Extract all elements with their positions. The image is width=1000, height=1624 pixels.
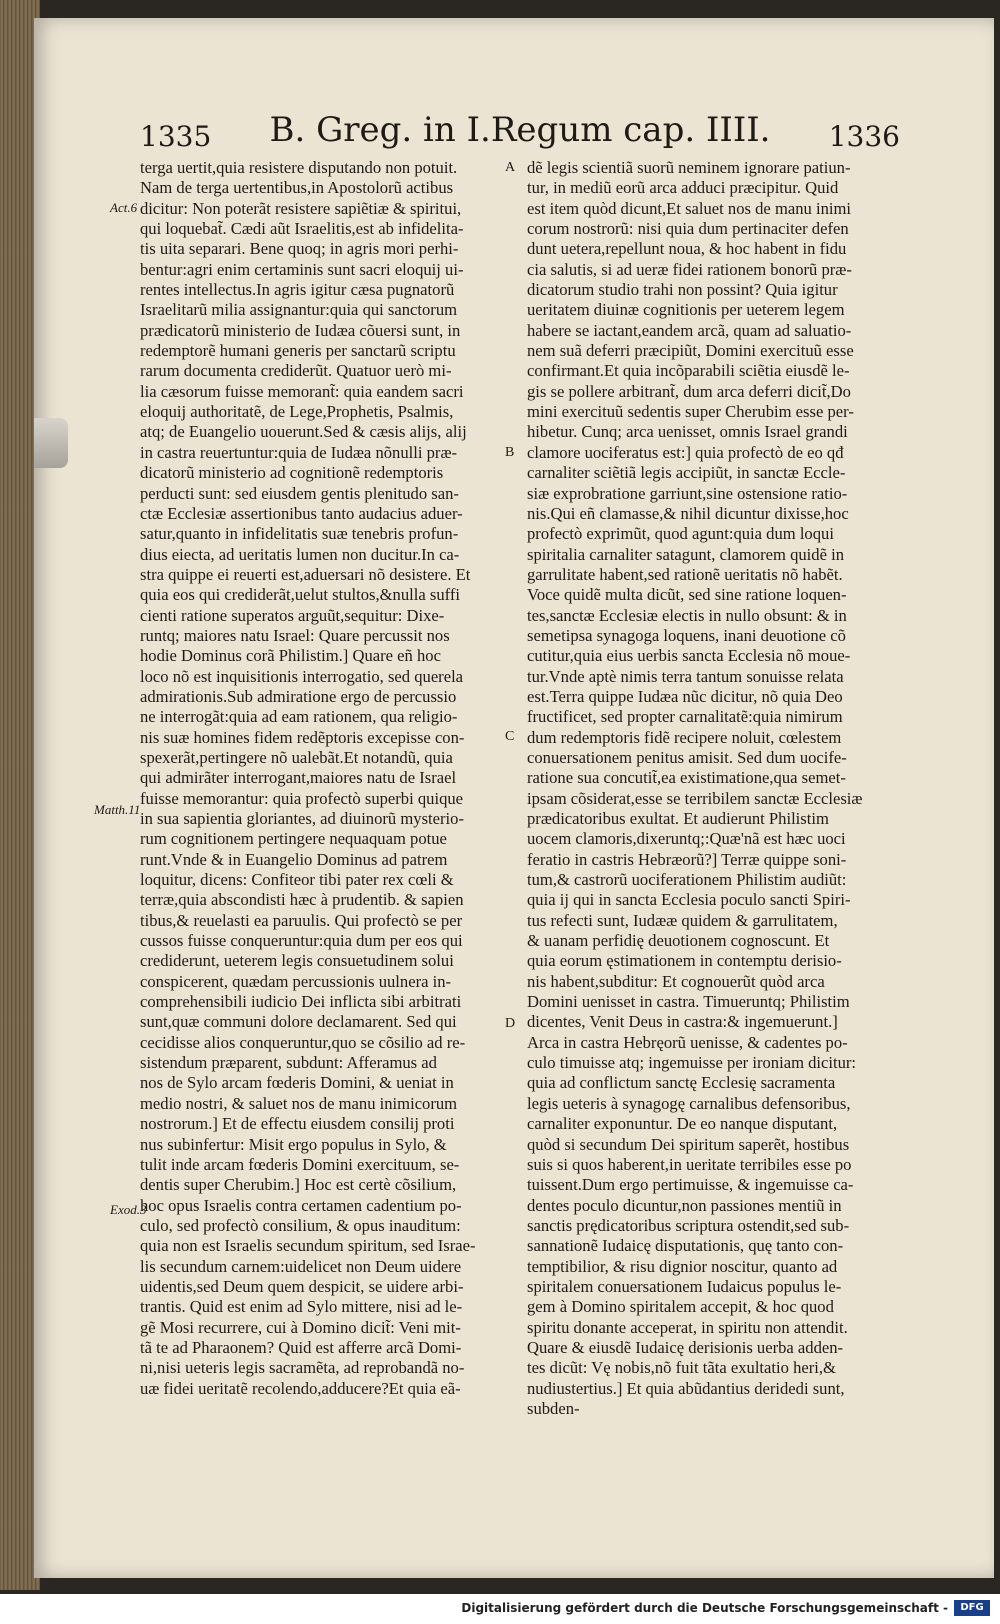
text-line: quia eorum ęstimationem in contemptu derisio-: [527, 951, 842, 971]
text-line: quia non est Israelis secundum spiritum, sed Israe-: [140, 1236, 476, 1256]
text-line: cecidisse alios conqueruntur,quo se cõsilio ad re-: [140, 1032, 466, 1052]
text-line: dicitur: Non poterãt resistere sapiẽtiæ & spiritui,: [140, 198, 462, 218]
text-line: carnaliter exponuntur. De eo nanque disputant,: [527, 1114, 838, 1134]
text-line: subden-: [527, 1398, 580, 1418]
text-line: gis se pollere arbitrant̃, dum arca deferri dicit̃,Do: [527, 381, 851, 401]
text-line: nudiustertius.] Et quia abũdantius deridedi sunt,: [527, 1378, 845, 1398]
text-line: fuisse memorantur: quia profectò superbi quique: [140, 788, 464, 808]
text-line: Voce quidẽ multa dicũt, sed sine ratione loquen-: [527, 585, 847, 605]
page-number-right: 1336: [828, 120, 900, 153]
section-mark-d: D: [505, 1016, 516, 1031]
text-line: uidentis,sed Deum quem despicit, se uidere arbi-: [140, 1276, 464, 1296]
text-line: spiritu donante acceperat, in spiritu non attendit.: [527, 1317, 848, 1337]
section-mark-a: A: [505, 160, 516, 175]
text-line: Arca in castra Hebręorũ uenisse, & cadentes po-: [527, 1032, 848, 1052]
text-line: nostrorum.] Et de effectu eiusdem consilij proti: [140, 1114, 455, 1134]
text-line: terga uertit,quia resistere disputando non potuit.: [140, 158, 458, 177]
text-line: eloquij authoritatẽ, de Lege,Prophetis, Psalmis,: [140, 402, 454, 422]
text-line: cutitur,quia eius uerbis sancta Ecclesia nõ moue-: [527, 646, 851, 666]
text-line: garrulitate habent,sed rationẽ ueritatis nõ habẽt.: [527, 564, 843, 584]
text-line: nus subinfertur: Misit ergo populus in Sylo, &: [140, 1134, 447, 1154]
text-line: redemptorẽ humani generis per sanctarũ scriptu: [140, 341, 456, 361]
text-line: perducti sunt: sed eiusdem gentis plenitudo san-: [140, 483, 459, 503]
text-line: dicentes, Venit Deus in castra:& ingemuerunt.]: [527, 1012, 838, 1032]
text-line: ni,nisi ueteris legis sacramẽta, ad reprobandã no-: [140, 1358, 465, 1378]
text-line: mini exercituũ sedentis super Cherubim esse per-: [527, 402, 854, 422]
text-line: in sua sapientia gloriantes, ad diuinorũ mysterio-: [140, 809, 464, 828]
text-line: tes dicũt: Vę nobis,nõ fuit tãta exultatio heri,&: [527, 1358, 836, 1378]
text-line: satur,quanto in infidelitatis suæ tenebris profun-: [140, 524, 459, 544]
text-line: dunt uetera,repellunt noua, & hoc habent in fidu: [527, 239, 847, 259]
text-line: ueritatem diuinæ cognitionis per ueterem legem: [527, 300, 845, 320]
text-line: qui admirãter interrogant,maiores natu de Israel: [140, 768, 457, 788]
text-line: dẽ legis scientiã suorũ neminem ignorare patiun-: [527, 158, 851, 177]
text-line: clamore uociferatus est:] quia profectò de eo qđ: [527, 442, 844, 462]
text-line: habere se iactant,eandem arcã, quam ad saluatio-: [527, 320, 852, 340]
text-line: cienti ratione superatos arguũt,sequitur: Dixe-: [140, 605, 445, 625]
text-line: in castra reuertuntur:quia de Iudæa nõnulli præ-: [140, 442, 458, 462]
text-line: hodie Dominus corã Philistim.] Quare eñ hoc: [140, 646, 441, 666]
text-line: uocem clamoris,dixeruntq;:Quæ'nã est hæc uoci: [527, 829, 846, 849]
text-line: cia salutis, si ad ueræ fidei rationem bonorũ præ-: [527, 259, 852, 279]
text-line: spexerãt,pertingere nõ ualebãt.Et notandũ, quia: [140, 747, 453, 767]
text-line: prædicatorũ ministerio de Iudæa cõuersi sunt, in: [140, 320, 461, 340]
text-line: quia eos qui crediderãt,uelut stultos,&nulla suffi: [140, 585, 460, 605]
text-line: carnaliter sciẽtiã legis accipiũt, in sanctæ Eccle-: [527, 463, 846, 483]
text-line: Nam de terga uertentibus,in Apostolorũ actibus: [140, 178, 454, 198]
text-line: dicatorum studio trahi non possint? Quia igitur: [527, 280, 838, 300]
text-line: runt.Vnde & in Euangelio Dominus ad patrem: [140, 849, 448, 869]
text-line: cussos fuisse conqueruntur:quia dum per eos qui: [140, 931, 463, 951]
text-line: quia ad conflictum sanctę Ecclesię sacramenta: [527, 1073, 836, 1093]
text-line: stra quippe ei reuerti est,aduersari nõ desistere. Et: [140, 564, 471, 584]
text-line: comprehensibili iudicio Dei inflicta sibi arbitrati: [140, 992, 462, 1012]
text-line: nem suã deferri præcipiũt, Domini exercituũ esse: [527, 341, 854, 361]
page-number-left: 1335: [140, 120, 212, 153]
text-line: runtq; maiores natu Israel: Quare percussit nos: [140, 625, 450, 645]
text-line: spiritalem conuersationem Iudaicus populus le-: [527, 1276, 842, 1296]
text-line: Quare & eiusdẽ Iudaicę derisionis uerba adden-: [527, 1337, 844, 1357]
text-line: gem à Domino spiritalem accepit, & hoc quod: [527, 1297, 834, 1317]
text-line: tã te ad Pharaonem? Quid est afferre arcã Domi-: [140, 1337, 462, 1357]
text-line: prædicatoribus exultat. Et audierunt Philistim: [527, 809, 829, 828]
footer-bar: [0, 1594, 1000, 1624]
text-line: rarum documenta crediderũt. Quatuor uerò mi-: [140, 361, 452, 381]
text-line: dum redemptoris fidẽ recipere noluit, cœlestem: [527, 727, 842, 747]
text-line: crediderunt, ueterem legis consuetudinem solui: [140, 951, 454, 971]
text-line: hoc opus Israelis contra certamen cadentium po-: [140, 1195, 462, 1215]
text-line: tuissent.Dum ergo pertimuisse, & ingemuisse ca-: [527, 1175, 854, 1195]
text-line: loquitur, dicens: Confiteor tibi pater rex cœli &: [140, 870, 454, 890]
text-line: sistendum præparent, subdunt: Afferamus ad: [140, 1053, 437, 1073]
text-line: tulit inde arcam fœderis Domini exercituum, se-: [140, 1154, 460, 1174]
text-line: bentur:agri enim certaminis sunt sacri eloquij ui-: [140, 259, 464, 279]
page-clip: [34, 418, 68, 468]
margin-note-exod: Exod.3: [110, 1202, 147, 1217]
text-line: spiritalia carnaliter satagunt, clamorem quidẽ in: [527, 544, 845, 564]
dfg-logo: DFG: [954, 1600, 990, 1616]
text-line: quòd si secundum Dei spiritum saperẽt, hostibus: [527, 1134, 850, 1154]
text-line: suis si quos haberent,in ueritate terribiles esse po: [527, 1154, 852, 1174]
text-line: tis uita separari. Bene quoq; in agris mori perhi-: [140, 239, 459, 259]
margin-note-matth: Matth.11: [94, 802, 141, 817]
text-line: nis suæ homines fidem redẽptoris excepisse con-: [140, 727, 465, 747]
text-line: est.Terra quippe Iudæa nũc dicitur, nõ quia Deo: [527, 686, 843, 706]
text-line: nis habent,subditur: Et cognouerũt quòd arca: [527, 971, 825, 991]
text-line: ne interrogãt:quia ad eam rationem, qua religio-: [140, 707, 458, 727]
text-line: culo, sed profectò consilium, & opus inauditum:: [140, 1215, 461, 1235]
text-line: uæ fidei ueritatẽ recolendo,adducere?Et quia eã-: [140, 1378, 461, 1398]
text-line: rum cognitionem pertingere nequaquam potue: [140, 829, 447, 849]
text-line: tum,& castrorũ uociferationem Philistim audiũt:: [527, 870, 847, 890]
text-line: trantis. Quid est enim ad Sylo mittere, nisi ad le-: [140, 1297, 463, 1317]
text-line: dicatorũ ministerio ad cognitionẽ redemptoris: [140, 463, 444, 483]
text-line: legis ueteris à synagogę carnalibus defensoribus,: [527, 1093, 851, 1113]
text-line: hibetur. Cunq; arca uenisset, omnis Israel grandi: [527, 422, 848, 442]
text-line: rentes intellectus.In agris igitur cæsa pugnatorũ: [140, 280, 455, 300]
text-line: feratio in castris Hebræorũ?] Terræ quippe soni-: [527, 849, 847, 869]
text-line: tur.Vnde aptè nimis terra tantum sonuisse relata: [527, 666, 844, 686]
text-line: medio nostri, & saluet nos de manu inimicorum: [140, 1093, 458, 1113]
text-line: lis secundum carnem:uidelicet non Deum uidere: [140, 1256, 462, 1276]
text-line: terræ,quia abscondisti hæc à prudentib. & sapien: [140, 890, 464, 910]
text-line: ipsam cõsiderat,esse se terribilem sanctæ Ecclesiæ: [527, 788, 863, 808]
text-line: conuersationem penitus amisit. Sed dum uocife-: [527, 747, 847, 767]
text-line: est item quòd dicunt,Et saluet nos de manu inimi: [527, 198, 851, 218]
text-line: fructificet, sed propter carnalitatẽ:quia nimirum: [527, 707, 843, 727]
text-line: tur, in mediũ eorũ arca adduci præcipitur. Quid: [527, 178, 839, 198]
right-text-column: [527, 158, 885, 1419]
running-title: B. Greg. in I.Regum cap. IIII.: [269, 110, 771, 150]
text-line: qui loquebat̃. Cædi aũt Israelitis,est ab infidelita-: [140, 219, 464, 239]
text-line: siæ exprobratione garriunt,sine ostensione ratio-: [527, 483, 848, 503]
footer-credit: Digitalisierung gefördert durch die Deutsche Forschungsgemeinschaft -: [461, 1601, 948, 1615]
text-line: & uanam perfidię deuotionem cognoscunt. Et: [527, 931, 830, 951]
text-line: tes,sanctæ Ecclesiæ electis in nullo obsunt: & in: [527, 605, 847, 625]
text-line: ctæ Ecclesiæ assertionibus tanto audacius aduer-: [140, 503, 463, 523]
section-mark-c: C: [505, 729, 515, 744]
text-line: atq; de Euangelio uouerunt.Sed & cæsis alijs, alij: [140, 422, 467, 442]
text-line: dentis super Cherubim.] Hoc est certè cõsilium,: [140, 1175, 457, 1195]
text-line: Domini uenisset in castra. Timueruntq; Philistim: [527, 992, 850, 1012]
text-line: nis.Qui eñ clamasse,& nihil dicuntur dixisse,hoc: [527, 503, 849, 523]
left-text-column: [140, 158, 495, 1399]
text-line: quia ij qui in sancta Ecclesia poculo sancti Spiri-: [527, 890, 851, 910]
text-line: dius eiecta, ad ueritatis lumen non ducitur.In ca-: [140, 544, 460, 564]
text-line: gẽ Mosi recurrere, cui à Domino dicit̃: Veni mit-: [140, 1317, 461, 1337]
text-line: loco nõ est inquisitionis interrogatio, sed querela: [140, 666, 464, 686]
text-line: tibus,& reuelasti ea paruulis. Qui profectò se per: [140, 910, 463, 930]
text-line: Israelitarũ milia assignantur:quia qui sanctorum: [140, 300, 458, 320]
margin-note-act: Act.6: [110, 200, 138, 215]
text-line: lia cæsorum fuisse memorant̃: quia eandem sacri: [140, 381, 464, 401]
text-line: temptibilior, & risu dignior noscitur, quanto ad: [527, 1256, 838, 1276]
text-line: nos de Sylo arcam fœderis Domini, & ueniat in: [140, 1073, 454, 1093]
text-line: dentes poculo dicuntur,non passiones mentiũ in: [527, 1195, 842, 1215]
page-header: [140, 110, 900, 160]
text-line: corum nostrorũ: nisi quia dum pertinaciter defen: [527, 219, 849, 239]
text-line: sunt,quæ communi dolore declamarent. Sed qui: [140, 1012, 457, 1032]
text-line: semetipsa synagoga loquens, inani deuotione cõ: [527, 625, 846, 645]
text-line: confirmant.Et quia incõparabili sciẽtia eiusdẽ le-: [527, 361, 850, 381]
text-line: sannationẽ Iudaicę disputationis, quę tanto con-: [527, 1236, 844, 1256]
text-line: sanctis prędicatoribus scriptura ostendit,sed sub-: [527, 1215, 850, 1235]
text-line: tus refecti sunt, Iudææ quidem & garrulitatem,: [527, 910, 838, 930]
text-line: conspicerent, quædam percussionis uulnera in-: [140, 971, 452, 991]
text-line: ratione sua concutit̃,ea existimatione,qua semet-: [527, 768, 846, 788]
text-line: culo timuisse atq; ingemuisse per ironiam dicitur:: [527, 1053, 857, 1073]
text-line: profectò exprimũt, quod agunt:quia dum loqui: [527, 524, 834, 544]
section-mark-b: B: [505, 445, 515, 460]
text-line: admirationis.Sub admiratione ergo de percussio: [140, 686, 457, 706]
